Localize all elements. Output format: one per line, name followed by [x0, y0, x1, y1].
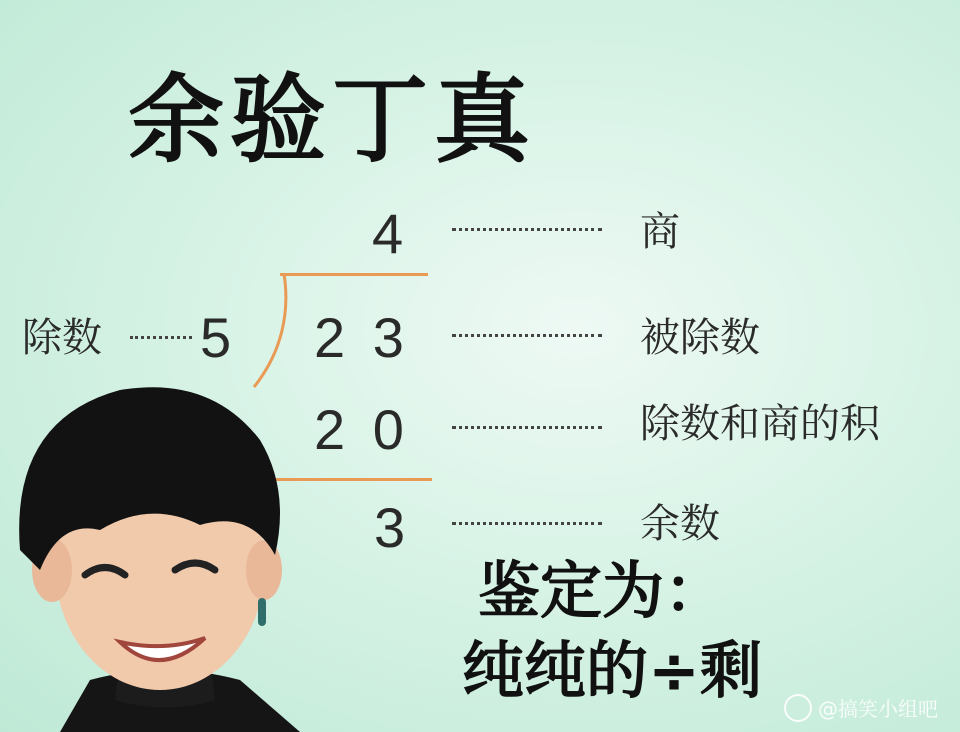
- product-label: 除数和商的积: [640, 401, 880, 447]
- watermark-text: @搞笑小组吧: [818, 697, 938, 721]
- divisor-label: 除数: [22, 315, 102, 361]
- division-top-line: [280, 273, 428, 276]
- watermark-logo-icon: [784, 694, 812, 722]
- person-right-ear: [246, 540, 282, 600]
- smiling-person-image: [0, 380, 330, 732]
- dividend-label: 被除数: [640, 315, 760, 361]
- verdict-line-1: 鉴定为：: [478, 554, 727, 627]
- verdict-line-2: 纯纯的÷剩: [462, 634, 762, 707]
- quotient-label: 商: [640, 209, 680, 255]
- dividend-digits: 2 3: [314, 306, 410, 369]
- dividend-dots: [452, 334, 602, 337]
- quotient-digit: 4: [372, 202, 404, 265]
- remainder-dots: [452, 522, 602, 525]
- product-dots: [452, 426, 602, 429]
- divisor-digit: 5: [200, 306, 232, 369]
- remainder-label: 余数: [640, 501, 720, 547]
- watermark: [784, 693, 938, 722]
- division-bracket-curve: [254, 274, 286, 387]
- divisor-dots: [130, 336, 192, 339]
- product-digits: 2 0: [314, 398, 410, 461]
- remainder-digit: 3: [374, 496, 406, 559]
- person-earring: [258, 598, 266, 626]
- meme-title: 余验丁真: [128, 64, 536, 176]
- division-bracket: [248, 272, 298, 392]
- quotient-dots: [452, 228, 602, 231]
